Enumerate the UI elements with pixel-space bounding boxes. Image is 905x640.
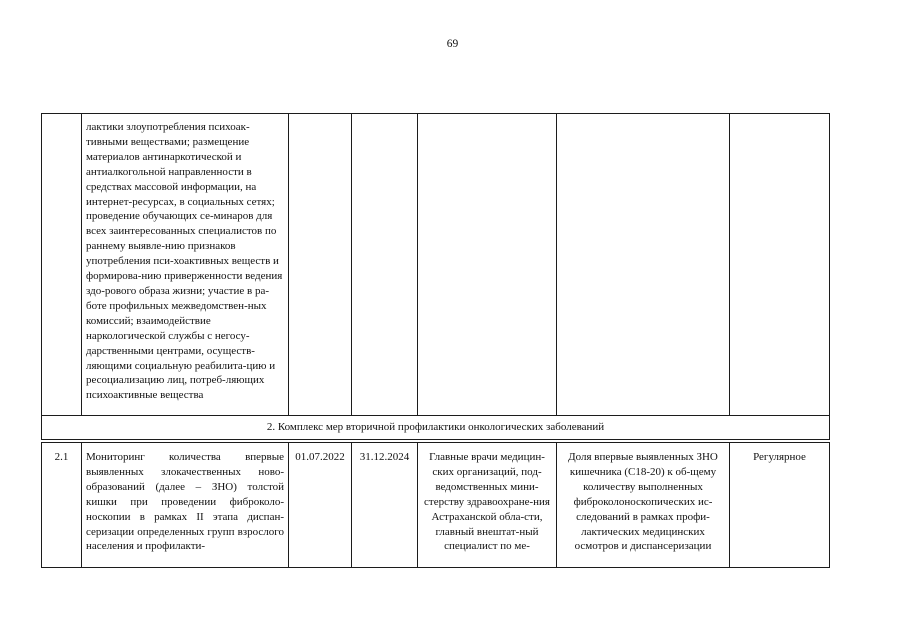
row-number-text: 2.1 [54, 451, 69, 463]
cell-periodicity-empty [730, 114, 830, 416]
row-periodicity [730, 443, 830, 568]
section-heading: 2. Комплекс мер вторичной профилактики онкологических заболеваний [42, 416, 830, 440]
row-end-date-text: 31.12.2024 [359, 451, 410, 463]
table-row [42, 443, 830, 568]
cell-end-empty [352, 114, 418, 416]
row-activity [82, 443, 289, 568]
measures-table [41, 113, 830, 568]
row-responsible [418, 443, 557, 568]
row-end-date [352, 443, 418, 568]
section-heading-row [42, 416, 830, 440]
row-start-date [289, 443, 352, 568]
page-number: 69 [446, 38, 459, 50]
continuation-row [42, 114, 830, 416]
cell-start-empty [289, 114, 352, 416]
row-start-date-text: 01.07.2022 [295, 451, 345, 463]
row-indicator [557, 443, 730, 568]
row-responsible-text: Главные врачи медицин-ских организаций, под-ведомственных мини-стерству здравоохране-ния Астраханской обла-сти, главный внештат-ный специалист по ме- [424, 451, 550, 553]
row-number [42, 443, 82, 568]
row-periodicity-text: Регулярное [753, 451, 806, 463]
cell-responsible-empty [418, 114, 557, 416]
row-activity-text: Мониторинг количества впервые выявленных злокачественных ново-образований (далее – ЗНО) толстой кишки при проведении фиброколо-носкопии в рамках II этапа диспан-серизации определенных групп взрослого населения и профилакти- [86, 451, 284, 553]
activity-continuation-text: лактики злоупотребления психоак-тивными веществами; размещение материалов антинаркотической и антиалкогольной направленности в средствах массовой информации, на интернет-ресурсах, в социальных сетях; проведение обучающих се-минаров для всех заинтересованных специалистов по раннему выявле-нию признаков употребления пси-хоактивных веществ и формирова-нию приверженности ведения здо-рового образа жизни; участие в ра-боте профильных межведомствен-ных комиссий; взаимодействие наркологической службы с негосу-дарственными центрами, осуществ-ляющими социальную реабилита-цию и ресоциализацию лиц, потреб-ляющих психоактивные вещества [86, 121, 283, 402]
cell-activity-continuation [82, 114, 289, 416]
cell-number-empty [42, 114, 82, 416]
cell-indicator-empty [557, 114, 730, 416]
row-indicator-text: Доля впервые выявленных ЗНО кишечника (С18-20) к об-щему количеству выполненных фиброколоноскопических ис-следований в рамках профи-лактических медицинских осмотров и диспансеризации [568, 451, 718, 553]
